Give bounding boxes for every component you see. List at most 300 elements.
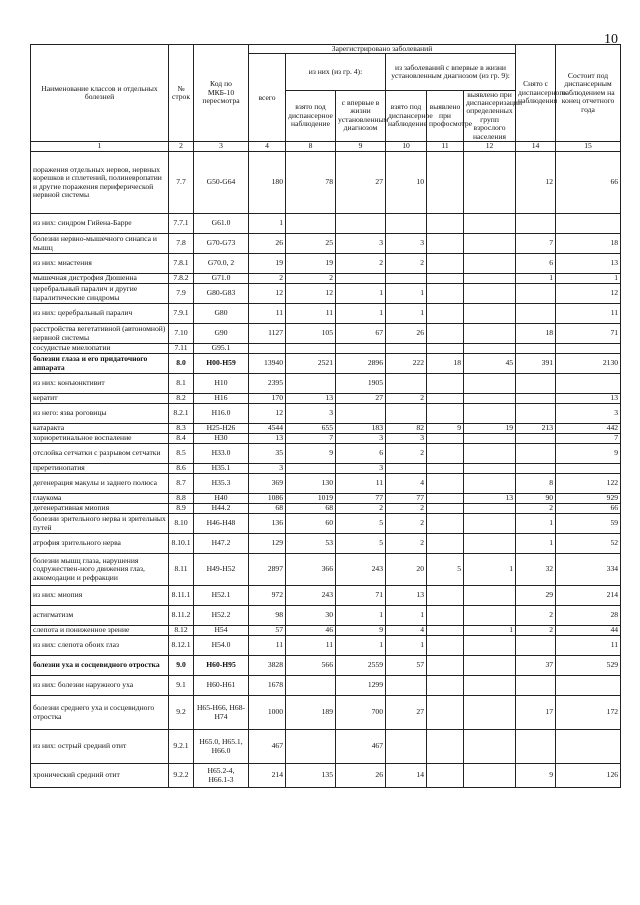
value-cell: 27 [336, 394, 386, 404]
row-number: 9.1 [169, 676, 194, 696]
column-number: 4 [249, 142, 286, 152]
value-cell: 13 [249, 434, 286, 444]
value-cell [386, 464, 427, 474]
value-cell [286, 374, 336, 394]
value-cell: 2897 [249, 554, 286, 586]
value-cell: 12 [249, 284, 286, 304]
value-cell [464, 606, 516, 626]
disease-name: слепота и пониженное зрение [31, 626, 169, 636]
value-cell: 32 [516, 554, 556, 586]
value-cell: 17 [516, 696, 556, 730]
value-cell [386, 214, 427, 234]
value-cell [464, 344, 516, 354]
row-number: 8.2.1 [169, 404, 194, 424]
value-cell [427, 504, 464, 514]
disease-name: болезни зрительного нерва и зрительных путей [31, 514, 169, 534]
value-cell: 11 [286, 636, 336, 656]
value-cell [464, 504, 516, 514]
value-cell: 3 [286, 404, 336, 424]
value-cell: 170 [249, 394, 286, 404]
value-cell [516, 730, 556, 764]
value-cell: 2 [516, 606, 556, 626]
icd-code: H00-H59 [194, 354, 249, 374]
table-row [31, 586, 621, 606]
icd-code: G80-G83 [194, 284, 249, 304]
value-cell: 9 [286, 444, 336, 464]
table-row [31, 344, 621, 354]
value-cell [516, 284, 556, 304]
value-cell [427, 534, 464, 554]
row-number: 8.11 [169, 554, 194, 586]
value-cell: 4544 [249, 424, 286, 434]
table-row [31, 514, 621, 534]
value-cell: 71 [556, 324, 621, 344]
value-cell: 13 [286, 394, 336, 404]
value-cell: 9 [516, 764, 556, 788]
value-cell: 700 [336, 696, 386, 730]
value-cell: 5 [427, 554, 464, 586]
value-cell [427, 474, 464, 494]
value-cell: 20 [386, 554, 427, 586]
disease-name: атрофия зрительного нерва [31, 534, 169, 554]
value-cell: 369 [249, 474, 286, 494]
icd-code: H65.2-4, H66.1-3 [194, 764, 249, 788]
table-row [31, 474, 621, 494]
column-number: 2 [169, 142, 194, 152]
value-cell [286, 214, 336, 234]
value-cell: 25 [286, 234, 336, 254]
value-cell: 122 [556, 474, 621, 494]
icd-code: G80 [194, 304, 249, 324]
value-cell [464, 324, 516, 344]
value-cell [464, 764, 516, 788]
value-cell: 1 [386, 606, 427, 626]
value-cell [427, 374, 464, 394]
row-number: 7.11 [169, 344, 194, 354]
value-cell [336, 344, 386, 354]
value-cell: 1 [336, 606, 386, 626]
value-cell: 1 [336, 304, 386, 324]
value-cell: 214 [249, 764, 286, 788]
table-row [31, 404, 621, 424]
value-cell: 3828 [249, 656, 286, 676]
value-cell: 60 [286, 514, 336, 534]
icd-code: H60-H61 [194, 676, 249, 696]
value-cell: 71 [336, 586, 386, 606]
value-cell [427, 444, 464, 464]
value-cell: 29 [516, 586, 556, 606]
table-row [31, 374, 621, 394]
value-cell [427, 676, 464, 696]
value-cell: 2 [516, 504, 556, 514]
table-row [31, 434, 621, 444]
header-row-no: № строк [169, 45, 194, 142]
row-number: 8.7 [169, 474, 194, 494]
icd-code: H52.2 [194, 606, 249, 626]
row-number: 7.8 [169, 234, 194, 254]
value-cell [386, 730, 427, 764]
value-cell: 183 [336, 424, 386, 434]
value-cell: 9 [556, 444, 621, 464]
row-number: 9.0 [169, 656, 194, 676]
row-number: 8.1 [169, 374, 194, 394]
value-cell [464, 254, 516, 274]
row-number: 8.9 [169, 504, 194, 514]
disease-name: болезни среднего уха и сосцевидного отростка [31, 696, 169, 730]
icd-code: H47.2 [194, 534, 249, 554]
value-cell [249, 344, 286, 354]
header-taken-disp: взято под диспансерное наблюдение [286, 90, 336, 141]
value-cell: 18 [427, 354, 464, 374]
value-cell: 467 [336, 730, 386, 764]
disease-name: сосудистые миелопатии [31, 344, 169, 354]
value-cell: 98 [249, 606, 286, 626]
value-cell: 59 [556, 514, 621, 534]
table-header [31, 45, 621, 152]
value-cell [427, 586, 464, 606]
row-number: 7.8.1 [169, 254, 194, 274]
value-cell: 214 [556, 586, 621, 606]
value-cell: 136 [249, 514, 286, 534]
value-cell [556, 374, 621, 394]
column-number: 10 [386, 142, 427, 152]
header-first-group: из заболеваний с впервые в жизни установленным диагнозом (из гр. 9): [386, 54, 516, 90]
column-number: 15 [556, 142, 621, 152]
value-cell: 3 [556, 404, 621, 424]
value-cell: 66 [556, 504, 621, 514]
row-number: 7.7 [169, 152, 194, 214]
disease-name: поражения отдельных нервов, нервных корешков и сплетений, полиневропатии и другие поражения периферической нервной системы [31, 152, 169, 214]
row-number: 7.8.2 [169, 274, 194, 284]
icd-code: G70-G73 [194, 234, 249, 254]
value-cell: 3 [386, 434, 427, 444]
value-cell: 442 [556, 424, 621, 434]
value-cell: 2521 [286, 354, 336, 374]
value-cell [516, 304, 556, 324]
value-cell [386, 676, 427, 696]
value-cell [336, 274, 386, 284]
value-cell: 18 [516, 324, 556, 344]
value-cell: 2 [386, 394, 427, 404]
value-cell: 27 [386, 696, 427, 730]
value-cell: 4 [386, 626, 427, 636]
disease-name: дегенерация макулы и заднего полюса [31, 474, 169, 494]
value-cell: 13 [556, 254, 621, 274]
value-cell: 7 [516, 234, 556, 254]
value-cell [556, 464, 621, 474]
row-number: 8.4 [169, 434, 194, 444]
value-cell: 11 [286, 304, 336, 324]
disease-name: хронический средний отит [31, 764, 169, 788]
value-cell: 1 [516, 274, 556, 284]
column-number: 9 [336, 142, 386, 152]
column-number: 3 [194, 142, 249, 152]
value-cell: 46 [286, 626, 336, 636]
table-row [31, 254, 621, 274]
disease-name: из них: болезни наружного уха [31, 676, 169, 696]
value-cell [427, 656, 464, 676]
value-cell: 1000 [249, 696, 286, 730]
value-cell: 7 [556, 434, 621, 444]
disease-name: болезни глаза и его придаточного аппарата [31, 354, 169, 374]
value-cell [464, 514, 516, 534]
table-row [31, 504, 621, 514]
value-cell [427, 254, 464, 274]
value-cell: 2 [386, 514, 427, 534]
value-cell: 8 [516, 474, 556, 494]
value-cell: 129 [249, 534, 286, 554]
value-cell: 2896 [336, 354, 386, 374]
value-cell [427, 324, 464, 344]
value-cell: 467 [249, 730, 286, 764]
icd-code: G95.1 [194, 344, 249, 354]
value-cell: 929 [556, 494, 621, 504]
table-row [31, 444, 621, 464]
value-cell: 53 [286, 534, 336, 554]
value-cell: 30 [286, 606, 336, 626]
value-cell [427, 214, 464, 234]
value-cell [427, 304, 464, 324]
value-cell [556, 730, 621, 764]
value-cell: 391 [516, 354, 556, 374]
table-row [31, 394, 621, 404]
value-cell: 57 [249, 626, 286, 636]
value-cell: 12 [556, 284, 621, 304]
value-cell: 2 [286, 274, 336, 284]
column-number: 1 [31, 142, 169, 152]
value-cell [427, 494, 464, 504]
value-cell [464, 434, 516, 444]
value-cell: 13 [556, 394, 621, 404]
value-cell: 7 [286, 434, 336, 444]
table-row [31, 152, 621, 214]
value-cell: 6 [336, 444, 386, 464]
value-cell: 655 [286, 424, 336, 434]
value-cell [516, 344, 556, 354]
value-cell: 2130 [556, 354, 621, 374]
icd-code: H33.0 [194, 444, 249, 464]
disease-name: из них: церебральный паралич [31, 304, 169, 324]
value-cell [464, 152, 516, 214]
table-row [31, 424, 621, 434]
value-cell [286, 344, 336, 354]
value-cell: 189 [286, 696, 336, 730]
value-cell: 3 [336, 234, 386, 254]
column-number-row [31, 142, 621, 152]
header-registered: Зарегистрировано заболеваний [249, 45, 516, 54]
value-cell: 1678 [249, 676, 286, 696]
value-cell [556, 214, 621, 234]
value-cell: 2 [249, 274, 286, 284]
value-cell [427, 730, 464, 764]
disease-name: болезни мышц глаза, нарушения содружествен-ного движения глаз, аккомодации и рефракции [31, 554, 169, 586]
statistics-table [30, 44, 621, 788]
value-cell: 77 [336, 494, 386, 504]
value-cell: 1 [249, 214, 286, 234]
value-cell: 26 [336, 764, 386, 788]
value-cell [286, 730, 336, 764]
value-cell: 78 [286, 152, 336, 214]
value-cell: 4 [386, 474, 427, 494]
header-first-life: с впервые в жизни установленным диагнозом [336, 90, 386, 141]
value-cell: 45 [464, 354, 516, 374]
value-cell: 13940 [249, 354, 286, 374]
icd-code: H10 [194, 374, 249, 394]
table-row [31, 554, 621, 586]
row-number: 8.0 [169, 354, 194, 374]
value-cell: 105 [286, 324, 336, 344]
value-cell: 180 [249, 152, 286, 214]
value-cell [386, 344, 427, 354]
value-cell: 11 [249, 636, 286, 656]
row-number: 8.6 [169, 464, 194, 474]
value-cell: 66 [556, 152, 621, 214]
value-cell: 3 [386, 234, 427, 254]
value-cell [464, 404, 516, 424]
table-row [31, 494, 621, 504]
table-row [31, 696, 621, 730]
value-cell: 11 [556, 304, 621, 324]
value-cell [464, 730, 516, 764]
value-cell: 44 [556, 626, 621, 636]
row-number: 9.2.2 [169, 764, 194, 788]
value-cell [427, 284, 464, 304]
value-cell: 135 [286, 764, 336, 788]
disease-name: хориоретинальное воспаление [31, 434, 169, 444]
table-row [31, 636, 621, 656]
value-cell: 2 [336, 254, 386, 274]
disease-name: глаукома [31, 494, 169, 504]
value-cell: 6 [516, 254, 556, 274]
row-number: 7.10 [169, 324, 194, 344]
value-cell [464, 656, 516, 676]
value-cell [516, 434, 556, 444]
value-cell [464, 636, 516, 656]
page-number: 10 [604, 32, 618, 47]
table-row [31, 606, 621, 626]
column-number: 12 [464, 142, 516, 152]
value-cell: 2395 [249, 374, 286, 394]
disease-name: расстройства вегетативной (автономной) нервной системы [31, 324, 169, 344]
disease-name: мышечная дистрофия Дюшенна [31, 274, 169, 284]
column-number: 14 [516, 142, 556, 152]
value-cell: 130 [286, 474, 336, 494]
value-cell: 222 [386, 354, 427, 374]
value-cell: 334 [556, 554, 621, 586]
icd-code: H54 [194, 626, 249, 636]
value-cell: 172 [556, 696, 621, 730]
row-number: 7.9.1 [169, 304, 194, 324]
header-consist: Состоит под диспансерным наблюдением на конец отчетного года [556, 45, 621, 142]
row-number: 8.11.2 [169, 606, 194, 626]
icd-code: G71.0 [194, 274, 249, 284]
value-cell: 12 [516, 152, 556, 214]
disease-name: из них: слепота обоих глаз [31, 636, 169, 656]
table-row [31, 676, 621, 696]
value-cell: 19 [464, 424, 516, 434]
value-cell [516, 214, 556, 234]
value-cell: 1 [516, 534, 556, 554]
column-number: 11 [427, 142, 464, 152]
value-cell [464, 394, 516, 404]
icd-code: H16 [194, 394, 249, 404]
table-row [31, 274, 621, 284]
value-cell [556, 344, 621, 354]
disease-name: из них: синдром Гийена-Барре [31, 214, 169, 234]
value-cell [464, 696, 516, 730]
value-cell: 2559 [336, 656, 386, 676]
value-cell: 13 [386, 586, 427, 606]
disease-name: болезни уха и сосцевидного отростка [31, 656, 169, 676]
value-cell [464, 474, 516, 494]
value-cell: 5 [336, 514, 386, 534]
value-cell: 26 [249, 234, 286, 254]
value-cell: 1 [386, 636, 427, 656]
value-cell [427, 152, 464, 214]
row-number: 8.10 [169, 514, 194, 534]
value-cell: 18 [556, 234, 621, 254]
value-cell: 126 [556, 764, 621, 788]
icd-code: H52.1 [194, 586, 249, 606]
value-cell [427, 404, 464, 424]
value-cell [464, 374, 516, 394]
value-cell [286, 676, 336, 696]
value-cell: 2 [386, 254, 427, 274]
value-cell: 12 [249, 404, 286, 424]
header-total: всего [249, 54, 286, 142]
row-number: 8.10.1 [169, 534, 194, 554]
value-cell: 1 [464, 626, 516, 636]
disease-name: отслойка сетчатки с разрывом сетчатки [31, 444, 169, 464]
value-cell: 1 [464, 554, 516, 586]
value-cell: 3 [336, 434, 386, 444]
disease-name: болезни нервно-мышечного синапса и мышц [31, 234, 169, 254]
table-row [31, 354, 621, 374]
value-cell [464, 234, 516, 254]
value-cell: 12 [286, 284, 336, 304]
value-cell: 9 [427, 424, 464, 434]
icd-code: H60-H95 [194, 656, 249, 676]
value-cell: 1086 [249, 494, 286, 504]
disease-name: астигматизм [31, 606, 169, 626]
row-number: 7.9 [169, 284, 194, 304]
icd-code: H49-H52 [194, 554, 249, 586]
icd-code: G50-G64 [194, 152, 249, 214]
value-cell: 243 [286, 586, 336, 606]
value-cell: 366 [286, 554, 336, 586]
row-number: 8.8 [169, 494, 194, 504]
value-cell: 3 [336, 464, 386, 474]
icd-code: H16.0 [194, 404, 249, 424]
icd-code: H30 [194, 434, 249, 444]
value-cell: 35 [249, 444, 286, 464]
value-cell: 68 [286, 504, 336, 514]
value-cell [427, 464, 464, 474]
table-body [31, 152, 621, 788]
value-cell: 26 [386, 324, 427, 344]
value-cell: 972 [249, 586, 286, 606]
header-found-dispanser: выявлено при диспансеризации определенных групп взрослого населения [464, 90, 516, 141]
value-cell: 3 [249, 464, 286, 474]
value-cell: 13 [464, 494, 516, 504]
value-cell: 1 [516, 514, 556, 534]
value-cell: 27 [336, 152, 386, 214]
value-cell [427, 234, 464, 254]
table-row [31, 656, 621, 676]
value-cell [516, 636, 556, 656]
header-code: Код по МКБ-10 пересмотра [194, 45, 249, 142]
value-cell [464, 586, 516, 606]
